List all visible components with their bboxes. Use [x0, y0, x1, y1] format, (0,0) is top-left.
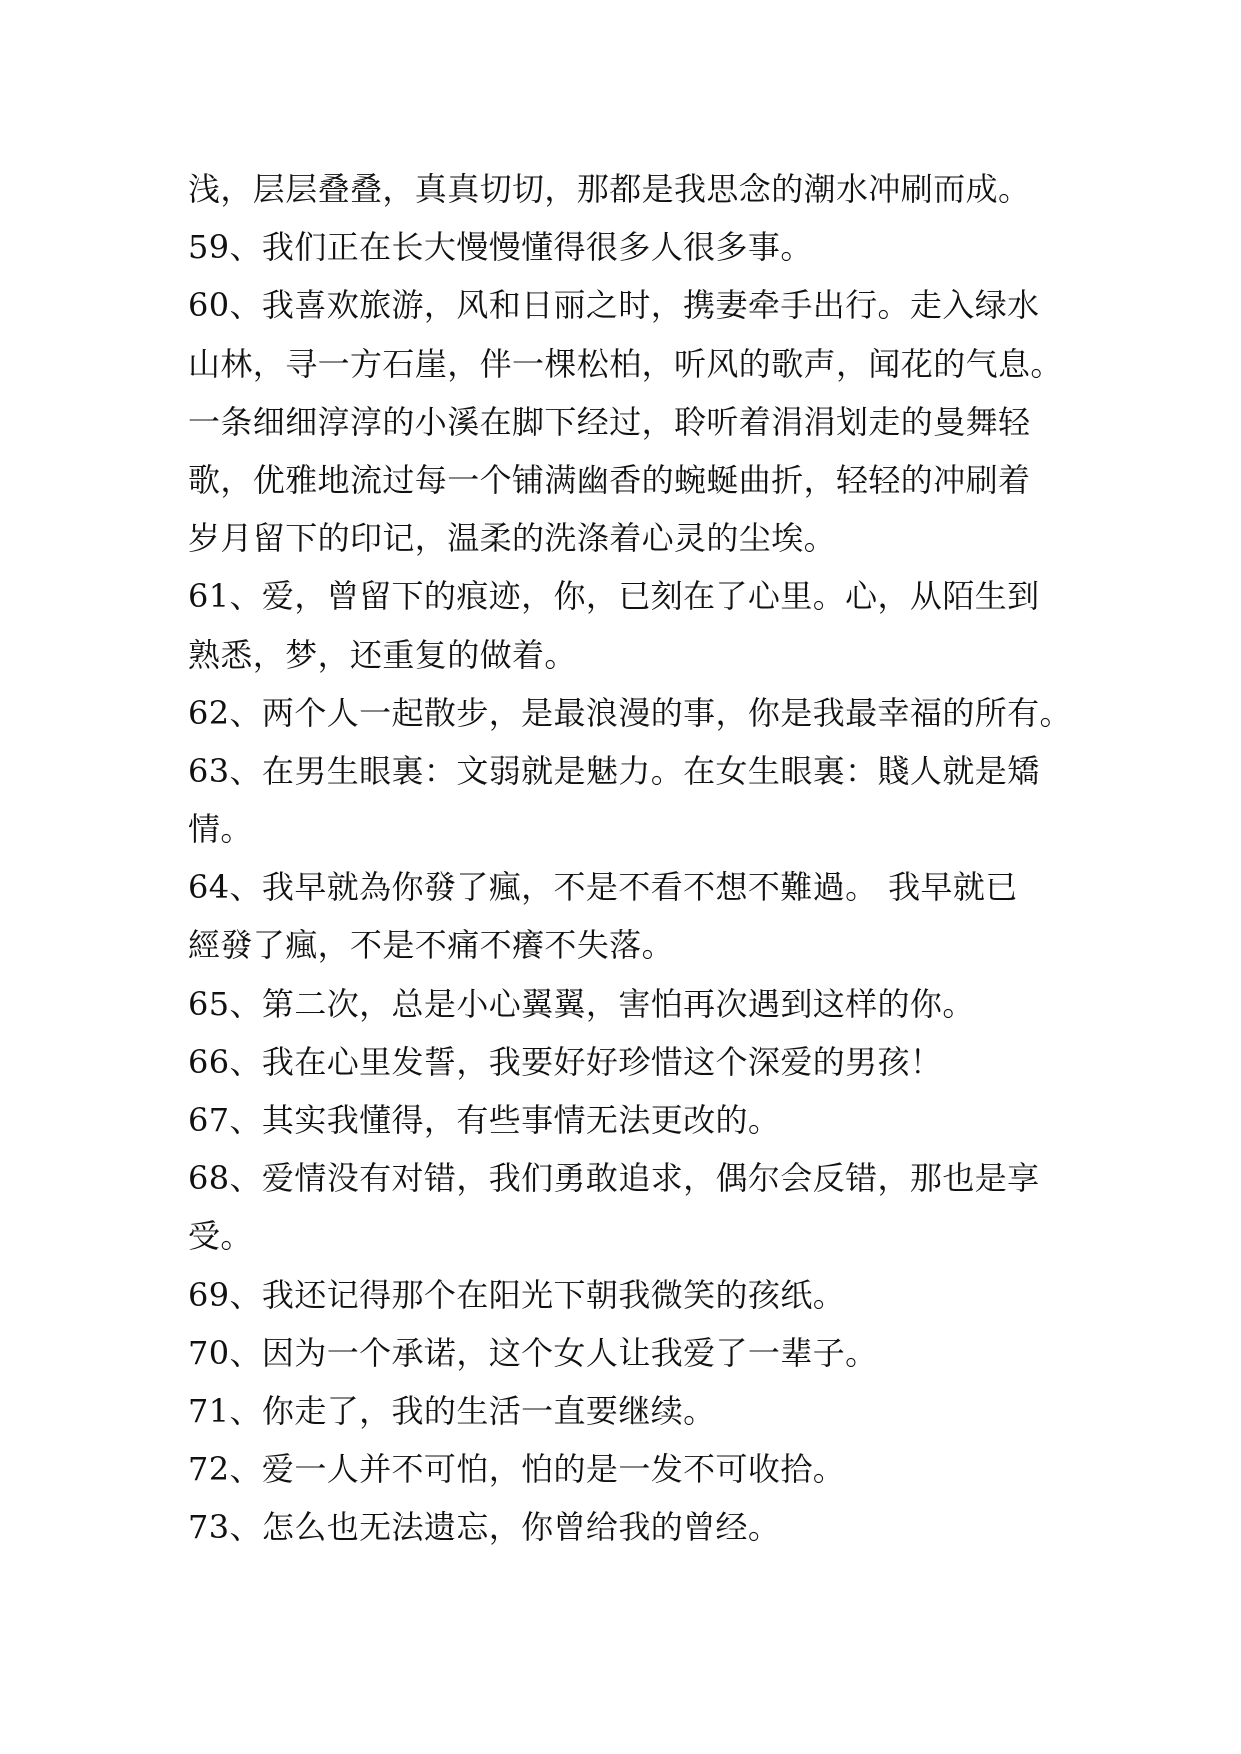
text-line: 61、爱，曾留下的痕迹，你，已刻在了心里。心，从陌生到: [188, 577, 1040, 616]
text-line: 岁月留下的印记，温柔的洗涤着心灵的尘埃。: [188, 519, 837, 558]
text-line: 熟悉，梦，还重复的做着。: [188, 635, 577, 674]
text-line: 71、你走了，我的生活一直要继续。: [188, 1391, 716, 1430]
text-line: 68、爱情没有对错，我们勇敢追求，偶尔会反错，那也是享: [188, 1159, 1040, 1198]
text-line: 受。: [188, 1217, 253, 1256]
text-line: 一条细细淳淳的小溪在脚下经过，聆听着涓涓划走的曼舞轻: [188, 402, 1031, 441]
text-line: 62、两个人一起散步，是最浪漫的事，你是我最幸福的所有。: [188, 693, 1072, 732]
text-line: 72、爱一人并不可怕，怕的是一发不可收拾。: [188, 1450, 846, 1489]
text-line: 情。: [188, 810, 253, 849]
text-line: 59、我们正在长大慢慢懂得很多人很多事。: [188, 228, 813, 267]
text-line: 67、其实我懂得，有些事情无法更改的。: [188, 1101, 781, 1139]
text-line: 65、第二次，总是小心翼翼，害怕再次遇到这样的你。: [188, 984, 975, 1023]
text-line: 63、在男生眼裏：文弱就是魅力。在女生眼裏：賤人就是矯: [188, 751, 1040, 790]
text-line: 山林，寻一方石崖，伴一棵松柏，听风的歌声，闻花的气息。: [188, 344, 1063, 383]
document-body: [188, 160, 1072, 1557]
text-line: 歌，优雅地流过每一个铺满幽香的蜿蜒曲折，轻轻的冲刷着: [188, 460, 1031, 499]
text-line: 73、怎么也无法遗忘，你曾给我的曾经。: [188, 1508, 781, 1547]
text-line: 66、我在心里发誓，我要好好珍惜这个深爱的男孩！: [188, 1042, 943, 1081]
text-line: 經發了瘋，不是不痛不癢不失落。: [188, 926, 675, 965]
text-line: 64、我早就為你發了瘋，不是不看不想不難過。 我早就已: [188, 868, 1018, 907]
text-line: 浅，层层叠叠，真真切切，那都是我思念的潮水冲刷而成。: [188, 170, 1031, 208]
text-line: 70、因为一个承诺，这个女人让我爱了一辈子。: [188, 1333, 878, 1372]
text-line: 60、我喜欢旅游，风和日丽之时，携妻牵手出行。走入绿水: [188, 286, 1040, 325]
text-line: 69、我还记得那个在阳光下朝我微笑的孩纸。: [188, 1275, 846, 1314]
